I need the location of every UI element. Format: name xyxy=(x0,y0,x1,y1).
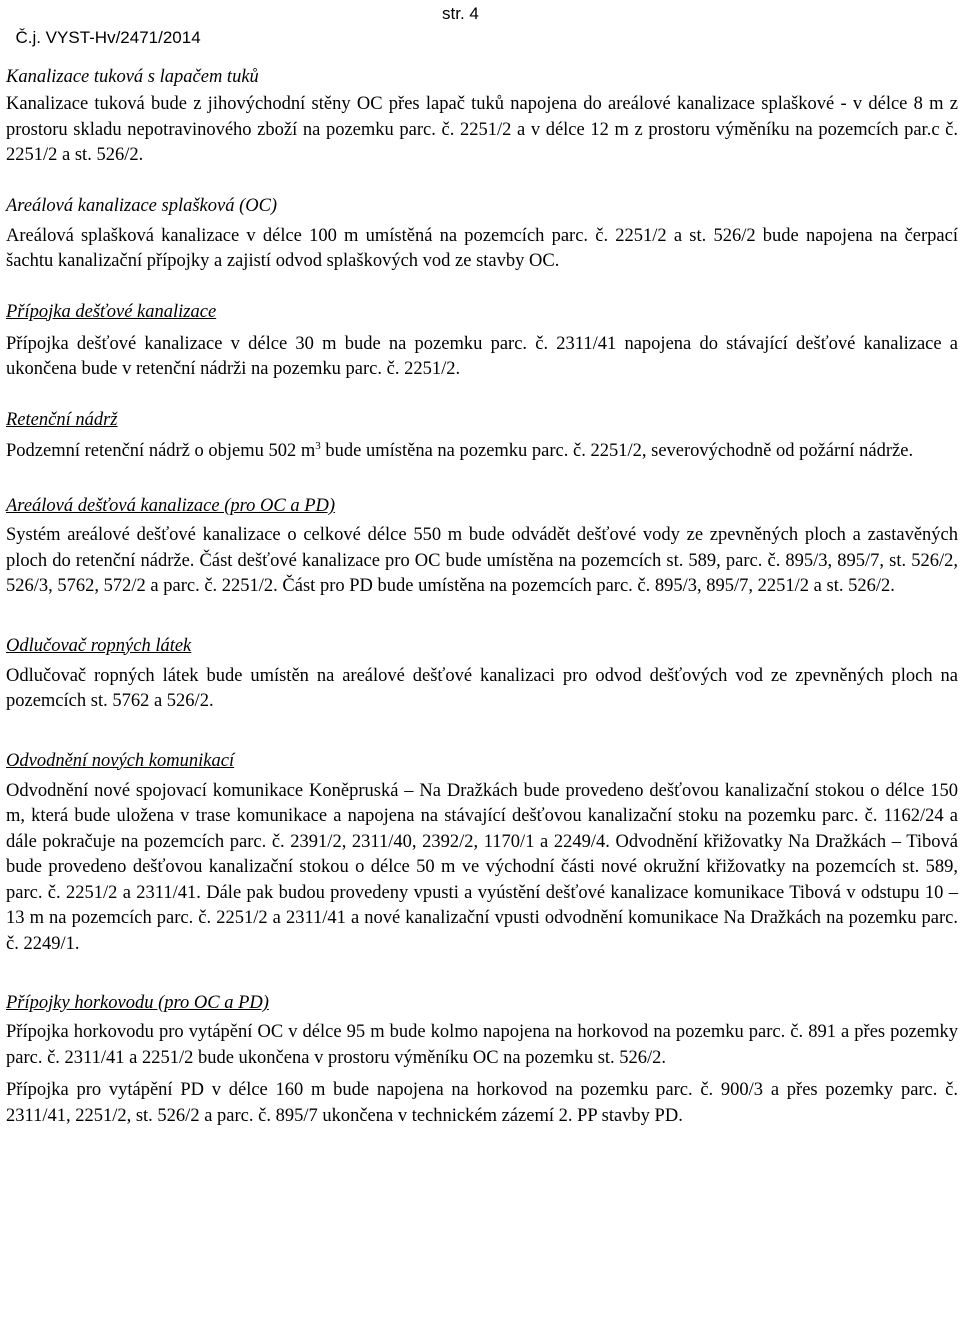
section-paragraph: Systém areálové dešťové kanalizace o celkové délce 550 m bude odvádět dešťové vody ze zpevněných ploch a zastavěných ploch do retenční nádrže. Část dešťové kanalizace pro OC bude umístěna na pozemcích st. 589, parc. č. 895/3, 895/7, st. 526/2, 526/3, 5762, 572/2 a parc. č. 2251/2. Část pro PD bude umístěna na pozemcích parc. č. 895/3, 895/7, 2251/2 a st. 526/2. xyxy=(6,525,958,596)
section-hot-water-connections xyxy=(6,990,958,1129)
section-paragraph: Odlučovač ropných látek bude umístěn na areálové dešťové kanalizaci pro odvod dešťových vod ze zpevněných ploch na pozemcích st. 5762 a 526/2. xyxy=(6,665,958,711)
section-heading: Přípojky horkovodu (pro OC a PD) xyxy=(6,993,269,1013)
paragraph-text: bude umístěna na pozemku parc. č. 2251/2, severovýchodně od požární nádrže. xyxy=(320,440,914,461)
section-paragraph: Kanalizace tuková bude z jihovýchodní stěny OC přes lapač tuků napojena do areálové kanalizace splaškové - v délce 8 m z prostoru skladu nepotravinového zboží na pozemku parc. č. 2251/2 a v délce 12 m z prostoru výměníku na pozemcích par.c č. 2251/2 a st. 526/2. xyxy=(6,94,958,165)
section-storm-sewer xyxy=(6,493,958,600)
section-paragraph: Areálová splašková kanalizace v délce 100 m umístěná na pozemcích parc. č. 2251/2 a st. 526/2 bude napojena na čerpací šachtu kanalizační přípojky a zajistí odvod splaškových vod ze stavby OC. xyxy=(6,225,958,271)
section-paragraph: Přípojka horkovodu pro vytápění OC v délce 95 m bude kolmo napojena na horkovod na pozemku parc. č. 891 a přes pozemky parc. č. 2311/41 a 2251/2 bude ukončena v prostoru výměníku OC na pozemku st. 526/2. xyxy=(6,1022,958,1068)
section-storm-connection xyxy=(6,299,958,383)
section-paragraph: Odvodnění nové spojovací komunikace Koněpruská – Na Dražkách bude provedeno dešťovou kanalizační stokou o délce 150 m, která bude uložena v trase komunikace a napojena na stávající dešťovou kanalizační stoku na pozemku parc. č. 1162/24 a dále pokračuje na pozemcích parc. č. 2391/2, 2311/40, 2392/2, 1170/1 a 2249/4. Odvodnění křižovatky Na Dražkách – Tibová bude provedeno dešťovou kanalizační stokou o délce 50 m ve východní části nové okružní křižovatky na pozemcích st. 589, parc. č. 2251/2 a 2311/41. Dále pak budou provedeny vpusti a vyústění dešťové kanalizace komunikace Tibová v odstupu 10 – 13 m na pozemcích parc. č. 2251/2 a 2311/41 a nové kanalizační vpusti odvodnění komunikace Na Dražkách na pozemku parc. č. 2249/1. xyxy=(6,780,958,954)
document-reference: Č.j. VYST-Hv/2471/2014 xyxy=(15,28,201,47)
paragraph-text: Podzemní retenční nádrž o objemu 502 m xyxy=(6,440,316,461)
section-heading: Odvodnění nových komunikací xyxy=(6,750,235,771)
page-header xyxy=(6,2,479,47)
document-body xyxy=(6,64,958,1129)
superscript: 3 xyxy=(315,439,321,452)
section-heading: Areálová kanalizace splašková (OC) xyxy=(6,195,278,216)
section-heading: Retenční nádrž xyxy=(6,409,118,430)
section-sanitary-sewer xyxy=(6,193,958,275)
section-heading: Areálová dešťová kanalizace (pro OC a PD) xyxy=(6,496,336,516)
section-heading: Kanalizace tuková s lapačem tuků xyxy=(6,67,259,87)
section-grease-sewer xyxy=(6,64,958,169)
section-oil-separator xyxy=(6,633,958,715)
section-paragraph: Přípojka dešťové kanalizace v délce 30 m bude na pozemku parc. č. 2311/41 napojena do stávající dešťové kanalizace a ukončena bude v retenční nádrži na pozemku parc. č. 2251/2. xyxy=(6,333,958,379)
page-number: str. 4 xyxy=(442,4,479,23)
section-paragraph xyxy=(6,439,958,465)
section-road-drainage xyxy=(6,748,958,958)
section-heading: Odlučovač ropných látek xyxy=(6,635,192,656)
section-heading: Přípojka dešťové kanalizace xyxy=(6,301,217,322)
section-retention-tank xyxy=(6,407,958,465)
section-paragraph: Přípojka pro vytápění PD v délce 160 m bude napojena na horkovod na pozemku parc. č. 900/3 a přes pozemky parc. č. 2311/41, 2251/2, st. 526/2 a parc. č. 895/7 ukončena v technickém zázemí 2. PP stavby PD. xyxy=(6,1080,958,1126)
